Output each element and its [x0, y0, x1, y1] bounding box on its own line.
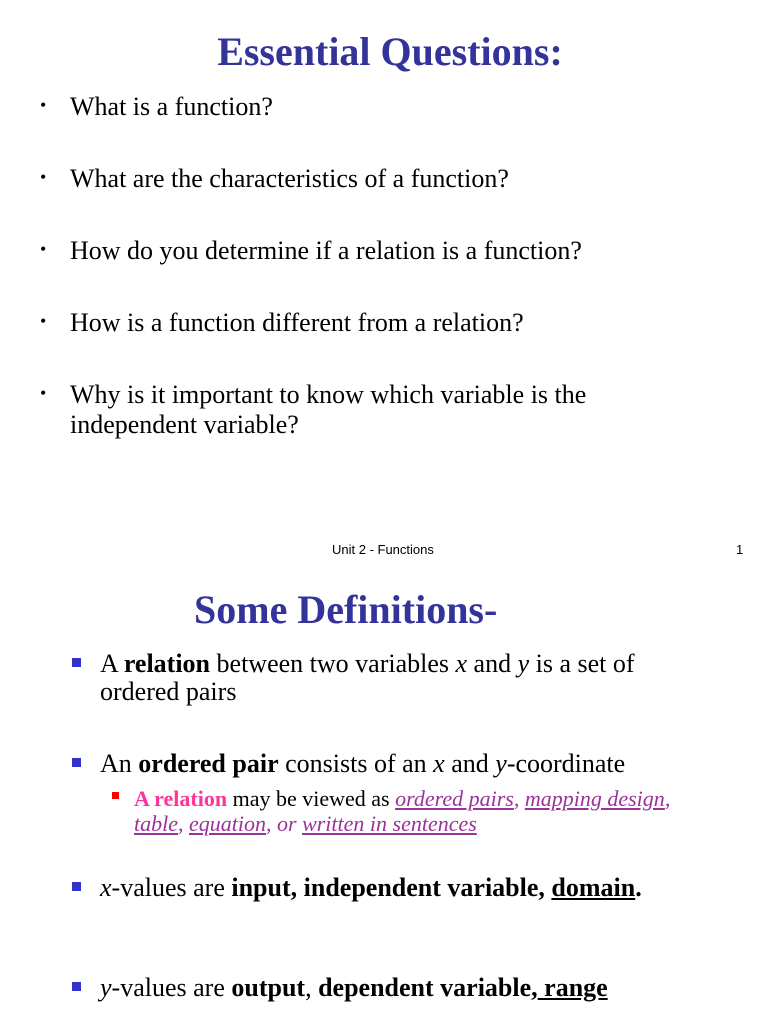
bullet-dot-icon: •: [40, 95, 47, 115]
question-text: What is a function?: [70, 92, 273, 121]
definition-text: An ordered pair consists of an x and y-coordinate: [100, 749, 626, 778]
link-written-in-sentences[interactable]: written in sentences: [302, 811, 477, 836]
bullet-dot-icon: •: [40, 383, 47, 403]
footer-label: Unit 2 - Functions: [332, 542, 434, 557]
bullet-dot-icon: •: [40, 239, 47, 259]
slide-definitions: [0, 572, 768, 1024]
sub-bullet-text: A relation may be viewed as ordered pairs, mapping design, table, equation, or written in sentences: [134, 786, 671, 836]
definition-text: A relation between two variables x and y is a set of ordered pairs: [100, 649, 635, 706]
question-text: How do you determine if a relation is a function?: [70, 236, 582, 265]
square-bullet-icon: [72, 658, 81, 667]
definition-text: x-values are input, independent variable, domain.: [100, 873, 642, 902]
square-bullet-icon: [72, 882, 81, 891]
question-text: How is a function different from a relation?: [70, 308, 524, 337]
square-bullet-icon: [72, 758, 81, 767]
page-number: 1: [736, 542, 744, 557]
slide-title: Essential Questions:: [217, 29, 563, 74]
question-text: Why is it important to know which variable is the independent variable?: [70, 380, 587, 439]
question-text: What are the characteristics of a function?: [70, 164, 509, 193]
definition-text: y-values are output, dependent variable, range: [100, 973, 608, 1002]
bullet-dot-icon: •: [40, 311, 47, 331]
link-ordered-pairs[interactable]: ordered pairs: [395, 786, 514, 811]
link-equation[interactable]: equation: [189, 811, 266, 836]
bullet-dot-icon: •: [40, 167, 47, 187]
red-square-bullet-icon: [112, 792, 119, 799]
link-mapping-design[interactable]: mapping design: [524, 786, 665, 811]
square-bullet-icon: [72, 982, 81, 991]
link-table[interactable]: table: [134, 811, 178, 836]
slide-title: Some Definitions-: [194, 587, 498, 632]
